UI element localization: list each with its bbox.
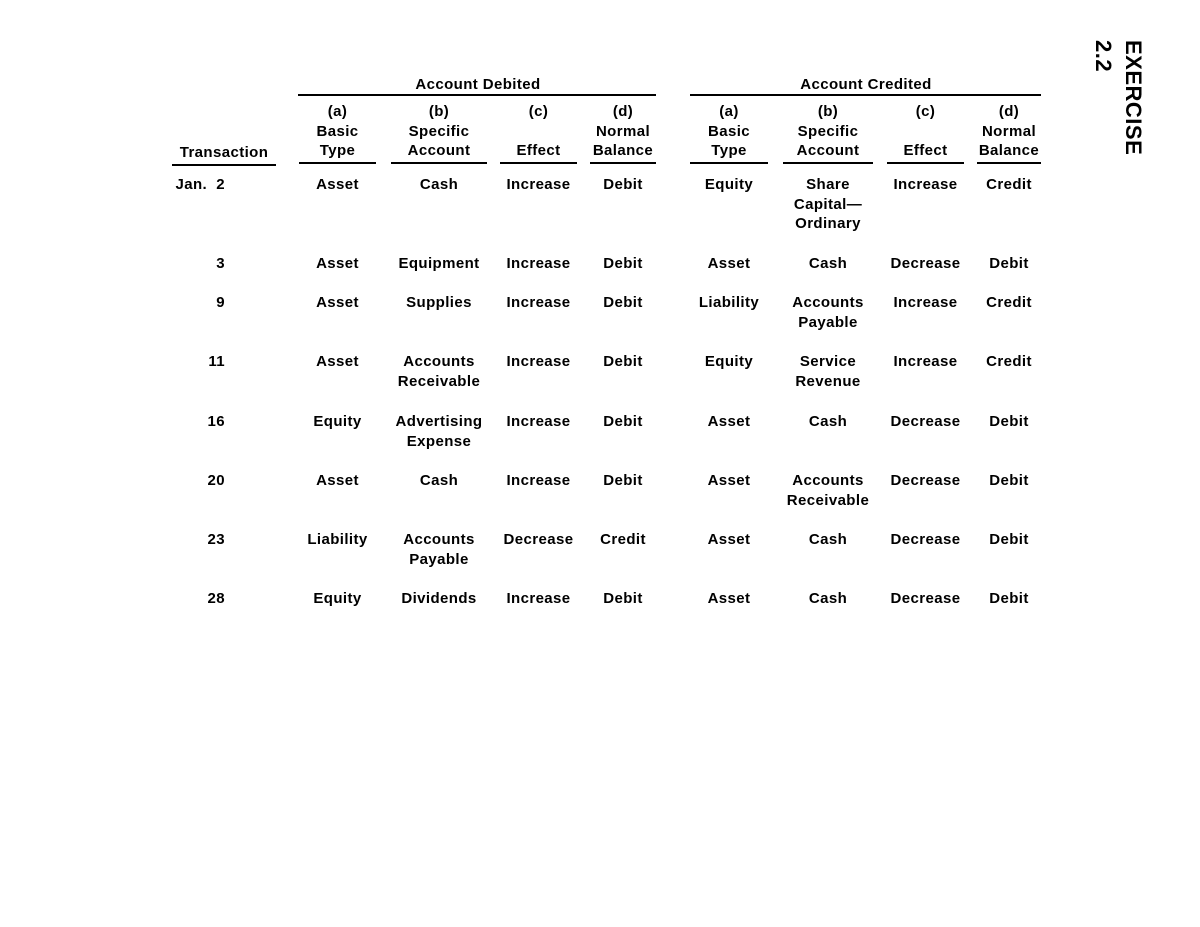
cell-line: Debit [989,472,1029,489]
cell-line: Increase [506,176,571,193]
table-cell [682,352,776,372]
table-cell [775,471,881,510]
table-cell [492,175,585,195]
cell-line: Decrease [890,255,961,272]
cell-line: Debit [603,294,643,311]
column-header [299,102,376,164]
table-cell [682,254,776,274]
cell-line: Debit [989,531,1029,548]
column-header [977,102,1041,164]
cell-line: Decrease [890,590,961,607]
cell-line: Decrease [503,531,574,548]
cell-line: Debit [603,472,643,489]
cell-line: Accounts [403,531,475,548]
cell-line: Asset [707,590,751,607]
cell-line: Increase [506,294,571,311]
cell-line: Receivable [397,372,481,390]
cell-line: Equipment [398,255,480,272]
table-cell [969,293,1049,313]
cell-line: Share [806,176,850,193]
column-header-line2: Effect [903,142,948,159]
column-header-line2: Account [796,142,860,159]
column-header-letter: (c) [915,103,936,120]
cell-line: Accounts [792,472,864,489]
cell-line: Service [799,353,857,370]
column-header-line2: Balance [592,142,654,159]
table-cell [879,412,972,432]
column-header-line1: Basic [316,122,359,140]
table-cell [291,254,384,274]
table-cell [291,589,384,609]
table-cell [969,412,1049,432]
transaction-date: Jan. 2 [175,176,225,193]
column-header [783,102,873,164]
cell-line: Credit [986,294,1032,311]
cell-line: Asset [316,294,359,311]
table-cell [879,530,972,550]
table-cell [775,175,881,234]
cell-line: Increase [893,176,958,193]
table-cell [383,412,495,451]
table-cell [969,530,1049,550]
cell-line: Debit [989,255,1029,272]
table-cell [492,412,585,432]
table-cell [969,175,1049,195]
column-header-line1: Normal [595,122,651,140]
cell-line: Credit [986,176,1032,193]
table-cell [582,293,664,313]
cell-line: Credit [986,353,1032,370]
transaction-date: 11 [208,353,225,370]
table-cell [383,589,495,609]
table-cell [969,352,1049,372]
table-cell [492,254,585,274]
cell-line: Receivable [786,491,870,509]
column-header-line2: Type [711,142,747,159]
account-debited-heading: Account Debited [415,76,541,93]
cell-line: Cash [808,531,848,548]
cell-line: Ordinary [795,215,861,232]
table-cell [492,352,585,372]
cell-line: Supplies [406,294,472,311]
table-cell [582,530,664,550]
table-cell [582,471,664,491]
cell-line: Increase [506,590,571,607]
table-cell [969,254,1049,274]
cell-line: Increase [506,255,571,272]
cell-line: Revenue [795,372,861,390]
cell-line: Payable [409,550,469,568]
table-cell [775,352,881,391]
cell-line: Debit [603,176,643,193]
table-cell [291,352,384,372]
cell-line: Equity [704,353,754,370]
cell-line: Asset [707,255,751,272]
column-header-line2: Effect [516,142,561,159]
cell-line: Asset [316,176,359,193]
cell-line: Asset [707,472,751,489]
cell-line: Decrease [890,472,961,489]
cell-line: Dividends [401,590,477,607]
table-cell [582,254,664,274]
cell-line: Decrease [890,531,961,548]
table-cell [775,412,881,432]
cell-line: Cash [808,255,848,272]
column-header-line2: Type [319,142,356,159]
cell-line: Equity [313,590,362,607]
cell-line: Debit [989,413,1029,430]
column-header-line1: Basic [707,122,751,140]
table-cell [582,352,664,372]
transaction-date: 3 [216,255,225,272]
column-header [690,102,768,164]
cell-line: Accounts [403,353,475,370]
table-cell [291,471,384,491]
cell-line: Increase [506,472,571,489]
table-cell [879,254,972,274]
cell-line: Increase [893,353,958,370]
table-cell [682,175,776,195]
table-cell [383,175,495,195]
cell-line: Debit [603,353,643,370]
cell-line: Asset [707,413,751,430]
cell-line: Equity [704,176,754,193]
table-cell [383,352,495,391]
table-cell [775,293,881,332]
column-header [500,102,577,164]
table-cell [969,471,1049,491]
transaction-date: 28 [207,590,225,607]
table-cell [582,412,664,432]
transaction-date: 16 [207,413,225,430]
cell-line: Increase [506,353,571,370]
account-credited-rule [690,94,1041,96]
cell-line: Asset [316,255,359,272]
table-cell [775,254,881,274]
table-cell [383,530,495,569]
cell-line: Capital— [793,195,863,213]
table-cell [775,589,881,609]
cell-line: Cash [808,590,848,607]
cell-line: Debit [603,413,643,430]
table-cell [492,293,585,313]
column-header-letter: (a) [719,103,739,120]
table-cell [383,471,495,491]
table-cell [682,589,776,609]
cell-line: Debit [603,590,643,607]
table-cell [682,412,776,432]
column-header [590,102,656,164]
table-cell [879,589,972,609]
transaction-header: Transaction [172,143,276,166]
cell-line: Increase [506,413,571,430]
column-header-line1: Normal [981,122,1037,140]
column-header-letter: (d) [612,103,634,120]
table-cell [682,293,776,313]
cell-line: Debit [603,255,643,272]
column-header-line1 [887,122,964,142]
column-header [887,102,964,164]
table-cell [582,175,664,195]
column-header-letter: (b) [817,103,839,120]
cell-line: Decrease [890,413,961,430]
column-header-line2: Balance [978,142,1040,159]
cell-line: Asset [707,531,751,548]
cell-line: Increase [893,294,958,311]
table-cell [291,293,384,313]
cell-line: Asset [316,472,359,489]
cell-line: Expense [406,432,472,450]
table-cell [879,293,972,313]
cell-line: Cash [419,176,459,193]
cell-line: Cash [419,472,459,489]
transaction-date: 23 [207,531,225,548]
cell-line: Liability [307,531,368,548]
table-cell [492,589,585,609]
cell-line: Asset [316,353,359,370]
column-header-line1: Specific [797,122,859,140]
cell-line: Payable [798,313,858,331]
table-cell [969,589,1049,609]
column-header-letter: (b) [428,103,450,120]
cell-line: Cash [808,413,848,430]
column-header-letter: (d) [998,103,1020,120]
cell-line: Accounts [792,294,864,311]
column-header-line2: Account [407,142,471,159]
table-cell [582,589,664,609]
table-cell [291,530,384,550]
cell-line: Debit [989,590,1029,607]
table-cell [383,254,495,274]
account-debited-rule [298,94,656,96]
table-cell [682,471,776,491]
column-header-line1: Specific [408,122,470,140]
table-cell [291,412,384,432]
column-header-letter: (c) [528,103,549,120]
table-cell [879,175,972,195]
column-header [391,102,487,164]
cell-line: Advertising [395,413,483,430]
table-cell [775,530,881,550]
cell-line: Credit [600,531,646,548]
table-cell [492,471,585,491]
table-cell [383,293,495,313]
exercise-title: EXERCISE 2.2 [1091,40,1146,156]
transaction-date: 20 [207,472,225,489]
table-cell [492,530,585,550]
table-cell [879,352,972,372]
column-header-line1 [500,122,577,142]
account-credited-heading: Account Credited [800,76,932,93]
table-cell [291,175,384,195]
cell-line: Equity [313,413,362,430]
transaction-date: 9 [216,294,225,311]
cell-line: Liability [698,294,760,311]
table-cell [879,471,972,491]
column-header-letter: (a) [327,103,348,120]
table-cell [682,530,776,550]
